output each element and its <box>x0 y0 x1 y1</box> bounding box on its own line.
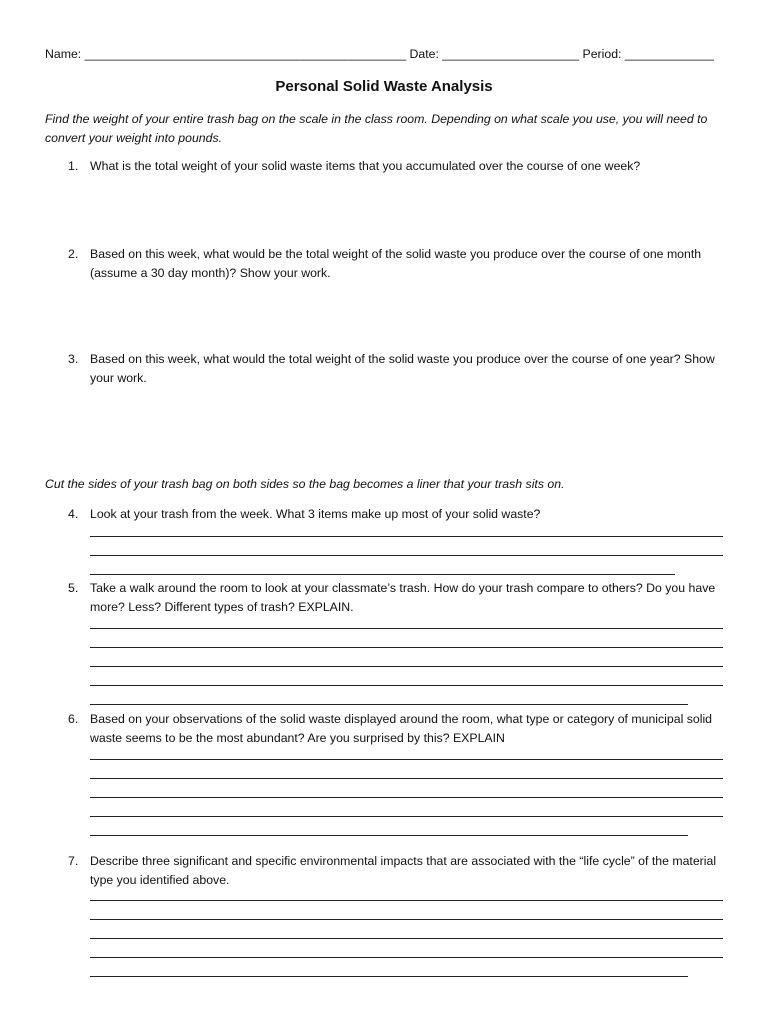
answer-line[interactable] <box>90 919 723 920</box>
name-field[interactable]: Name: _______________________________________________ <box>45 47 407 61</box>
question-number: 2. <box>68 247 79 261</box>
question-number: 4. <box>68 507 79 521</box>
header-fields <box>45 47 725 61</box>
answer-line[interactable] <box>90 778 723 779</box>
question-number: 7. <box>68 854 79 868</box>
question-3 <box>68 350 728 388</box>
period-field[interactable]: Period: _____________ <box>582 47 714 61</box>
answer-line[interactable] <box>90 536 723 537</box>
answer-line[interactable] <box>90 976 688 977</box>
answer-line[interactable] <box>90 957 723 958</box>
question-7 <box>68 852 728 890</box>
answer-line[interactable] <box>90 685 723 686</box>
answer-line[interactable] <box>90 704 688 705</box>
question-text: Take a walk around the room to look at your classmate’s trash. How do your trash compare to others? Do you have more? Less? Different types of trash? EXPLAIN. <box>90 581 716 614</box>
question-number: 6. <box>68 712 79 726</box>
question-1 <box>68 157 728 176</box>
question-2 <box>68 245 728 283</box>
answer-line[interactable] <box>90 797 723 798</box>
answer-line[interactable] <box>90 816 723 817</box>
date-field[interactable]: Date: ____________________ <box>409 47 580 61</box>
answer-line[interactable] <box>90 835 688 836</box>
page-title: Personal Solid Waste Analysis <box>275 78 493 95</box>
answer-line[interactable] <box>90 938 723 939</box>
question-number: 1. <box>68 159 79 173</box>
answer-line[interactable] <box>90 759 723 760</box>
question-text: What is the total weight of your solid waste items that you accumulated over the course of one week? <box>90 159 641 173</box>
answer-line[interactable] <box>90 628 723 629</box>
instructions-cut-bag: Cut the sides of your trash bag on both sides so the bag becomes a liner that your trash sits on. <box>45 477 565 491</box>
answer-line[interactable] <box>90 574 675 575</box>
question-4 <box>68 505 728 524</box>
answer-lines-5 <box>90 628 723 723</box>
question-text: Describe three significant and specific environmental impacts that are associated with the “life cycle” of the material type you identified above. <box>90 854 717 887</box>
question-6 <box>68 710 728 748</box>
question-text: Based on this week, what would be the total weight of the solid waste you produce over the course of one month (assume a 30 day month)? Show your work. <box>90 247 702 280</box>
instructions-weigh: Find the weight of your entire trash bag on the scale in the class room. Depending on what scale you use, you will need to convert your weight into pounds. <box>45 112 708 145</box>
question-number: 3. <box>68 352 79 366</box>
question-number: 5. <box>68 581 79 595</box>
answer-line[interactable] <box>90 900 723 901</box>
answer-line[interactable] <box>90 555 723 556</box>
answer-lines-7 <box>90 900 723 995</box>
answer-lines-6 <box>90 759 723 854</box>
question-text: Based on this week, what would the total weight of the solid waste you produce over the course of one year? Show your work. <box>90 352 715 385</box>
question-5 <box>68 579 728 617</box>
question-text: Look at your trash from the week. What 3 items make up most of your solid waste? <box>90 507 541 521</box>
answer-line[interactable] <box>90 647 723 648</box>
answer-line[interactable] <box>90 666 723 667</box>
question-text: Based on your observations of the solid waste displayed around the room, what type or category of municipal solid waste seems to be the most abundant? Are you surprised by this? EXPLAIN <box>90 712 713 745</box>
